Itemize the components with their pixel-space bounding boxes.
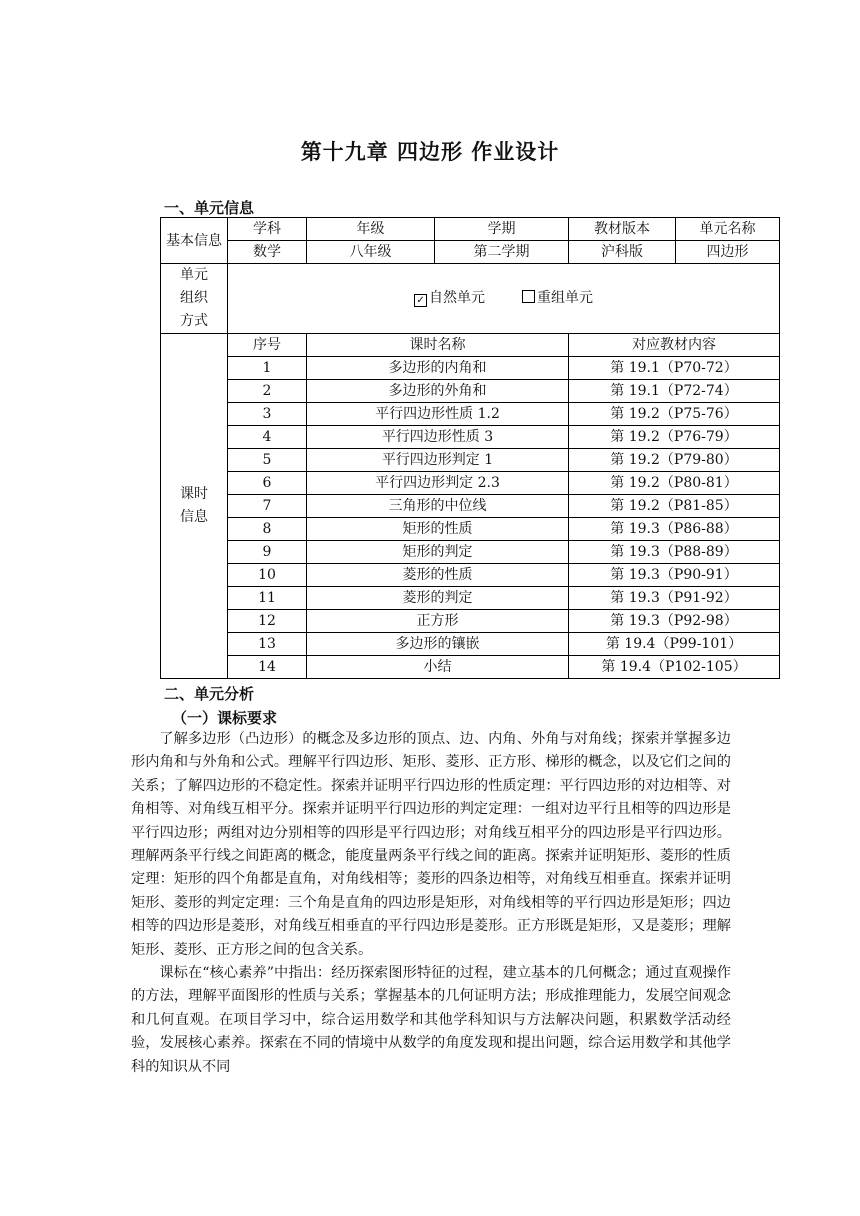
value-cell: 八年级 [307, 241, 435, 264]
page-title: 第十九章 四边形 作业设计 [300, 140, 560, 164]
value-cell: 第二学期 [435, 241, 569, 264]
lesson-textbook-content: 第 19.2（P75-76） [569, 403, 780, 426]
table-row [161, 633, 780, 656]
checkbox-unchecked-icon [522, 290, 535, 303]
lesson-textbook-content: 第 19.3（P91-92） [569, 587, 780, 610]
lesson-header-cell: 序号 [228, 334, 307, 357]
lesson-number: 13 [228, 633, 307, 656]
lesson-name: 多边形的镶嵌 [307, 633, 569, 656]
header-cell: 学科 [228, 218, 307, 241]
lesson-number: 4 [228, 426, 307, 449]
lesson-number: 6 [228, 472, 307, 495]
header-cell: 年级 [307, 218, 435, 241]
basic-info-label: 基本信息 [161, 218, 228, 264]
curriculum-body [131, 728, 731, 1079]
lesson-number: 5 [228, 449, 307, 472]
lesson-name: 三角形的中位线 [307, 495, 569, 518]
lesson-header-cell: 对应教材内容 [569, 334, 780, 357]
value-cell: 四边形 [676, 241, 780, 264]
lesson-textbook-content: 第 19.3（P92-98） [569, 610, 780, 633]
unit-info-table [160, 217, 780, 679]
checkbox-checked-icon: ✓ [414, 294, 427, 307]
lesson-textbook-content: 第 19.2（P76-79） [569, 426, 780, 449]
table-row [161, 403, 780, 426]
lesson-number: 9 [228, 541, 307, 564]
table-row [161, 357, 780, 380]
lesson-name: 平行四边形性质 3 [307, 426, 569, 449]
value-cell: 沪科版 [569, 241, 676, 264]
lesson-name: 多边形的内角和 [307, 357, 569, 380]
table-row [161, 449, 780, 472]
lesson-name: 正方形 [307, 610, 569, 633]
table-row [161, 426, 780, 449]
lesson-header-cell: 课时名称 [307, 334, 569, 357]
table-row [161, 380, 780, 403]
lesson-textbook-content: 第 19.3（P88-89） [569, 541, 780, 564]
lesson-number: 7 [228, 495, 307, 518]
subsection-heading-curriculum: （一）课标要求 [172, 709, 278, 727]
lesson-number: 14 [228, 656, 307, 679]
table-row [161, 495, 780, 518]
lesson-name: 小结 [307, 656, 569, 679]
lesson-name: 菱形的判定 [307, 587, 569, 610]
section-heading-unit-analysis: 二、单元分析 [164, 685, 255, 703]
lesson-textbook-content: 第 19.2（P81-85） [569, 495, 780, 518]
lesson-textbook-content: 第 19.2（P79-80） [569, 449, 780, 472]
lesson-textbook-content: 第 19.1（P70-72） [569, 357, 780, 380]
lesson-number: 3 [228, 403, 307, 426]
paragraph: 课标在“核心素养”中指出：经历探索图形特征的过程，建立基本的几何概念；通过直观操作的方法，理解平面图形的性质与关系；掌握基本的几何证明方法；形成推理能力，发展空间观念和几何直观。在项目学习中，综合运用数学和其他学科知识与方法解决问题，积累数学活动经验，发展核心素养。探索在不同的情境中从数学的角度发现和提出问题，综合运用数学和其他学科的知识从不同 [131, 965, 731, 1075]
header-cell: 教材版本 [569, 218, 676, 241]
lesson-textbook-content: 第 19.3（P90-91） [569, 564, 780, 587]
lesson-textbook-content: 第 19.2（P80-81） [569, 472, 780, 495]
lesson-name: 多边形的外角和 [307, 380, 569, 403]
table-row [161, 472, 780, 495]
lesson-name: 平行四边形判定 2.3 [307, 472, 569, 495]
option-regroup-unit: 重组单元 [536, 290, 593, 306]
table-row [161, 541, 780, 564]
lesson-number: 12 [228, 610, 307, 633]
lesson-textbook-content: 第 19.4（P99-101） [569, 633, 780, 656]
lesson-name: 菱形的性质 [307, 564, 569, 587]
option-natural-unit: 自然单元 [429, 290, 486, 306]
value-cell: 数学 [228, 241, 307, 264]
lesson-textbook-content: 第 19.1（P72-74） [569, 380, 780, 403]
lesson-name: 矩形的判定 [307, 541, 569, 564]
section-heading-unit-info: 一、单元信息 [164, 199, 255, 217]
lesson-number: 1 [228, 357, 307, 380]
paragraph: 了解多边形（凸边形）的概念及多边形的顶点、边、内角、外角与对角线；探索并掌握多边形内角和与外角和公式。理解平行四边形、矩形、菱形、正方形、梯形的概念，以及它们之间的关系；了解四边形的不稳定性。探索并证明平行四边形的性质定理：平行四边形的对边相等、对角相等、对角线互相平分。探索并证明平行四边形的判定定理：一组对边平行且相等的四边形是平行四边形；两组对边分别相等的四形是平行四边形；对角线互相平分的四边形是平行四边形。理解两条平行线之间距离的概念，能度量两条平行线之间的距离。探索并证明矩形、菱形的性质定理：矩形的四个角都是直角，对角线相等；菱形的四条边相等，对角线互相垂直。探索并证明矩形、菱形的判定定理：三个角是直角的四边形是矩形，对角线相等的平行四边形是矩形；四边相等的四边形是菱形，对角线互相垂直的平行四边形是菱形。正方形既是矩形，又是菱形；理解矩形、菱形、正方形之间的包含关系。 [131, 731, 731, 958]
lesson-name: 平行四边形性质 1.2 [307, 403, 569, 426]
lesson-number: 2 [228, 380, 307, 403]
lesson-textbook-content: 第 19.3（P86-88） [569, 518, 780, 541]
table-row [161, 564, 780, 587]
org-label: 单元组织方式 [161, 264, 228, 334]
header-cell: 学期 [435, 218, 569, 241]
lesson-name: 矩形的性质 [307, 518, 569, 541]
table-row [161, 656, 780, 679]
lesson-number: 10 [228, 564, 307, 587]
table-row [161, 587, 780, 610]
header-cell: 单元名称 [676, 218, 780, 241]
org-options [228, 264, 780, 334]
lesson-name: 平行四边形判定 1 [307, 449, 569, 472]
table-row [161, 518, 780, 541]
lesson-info-label: 课时信息 [161, 334, 228, 679]
table-row [161, 610, 780, 633]
lesson-textbook-content: 第 19.4（P102-105） [569, 656, 780, 679]
lesson-number: 8 [228, 518, 307, 541]
lesson-number: 11 [228, 587, 307, 610]
